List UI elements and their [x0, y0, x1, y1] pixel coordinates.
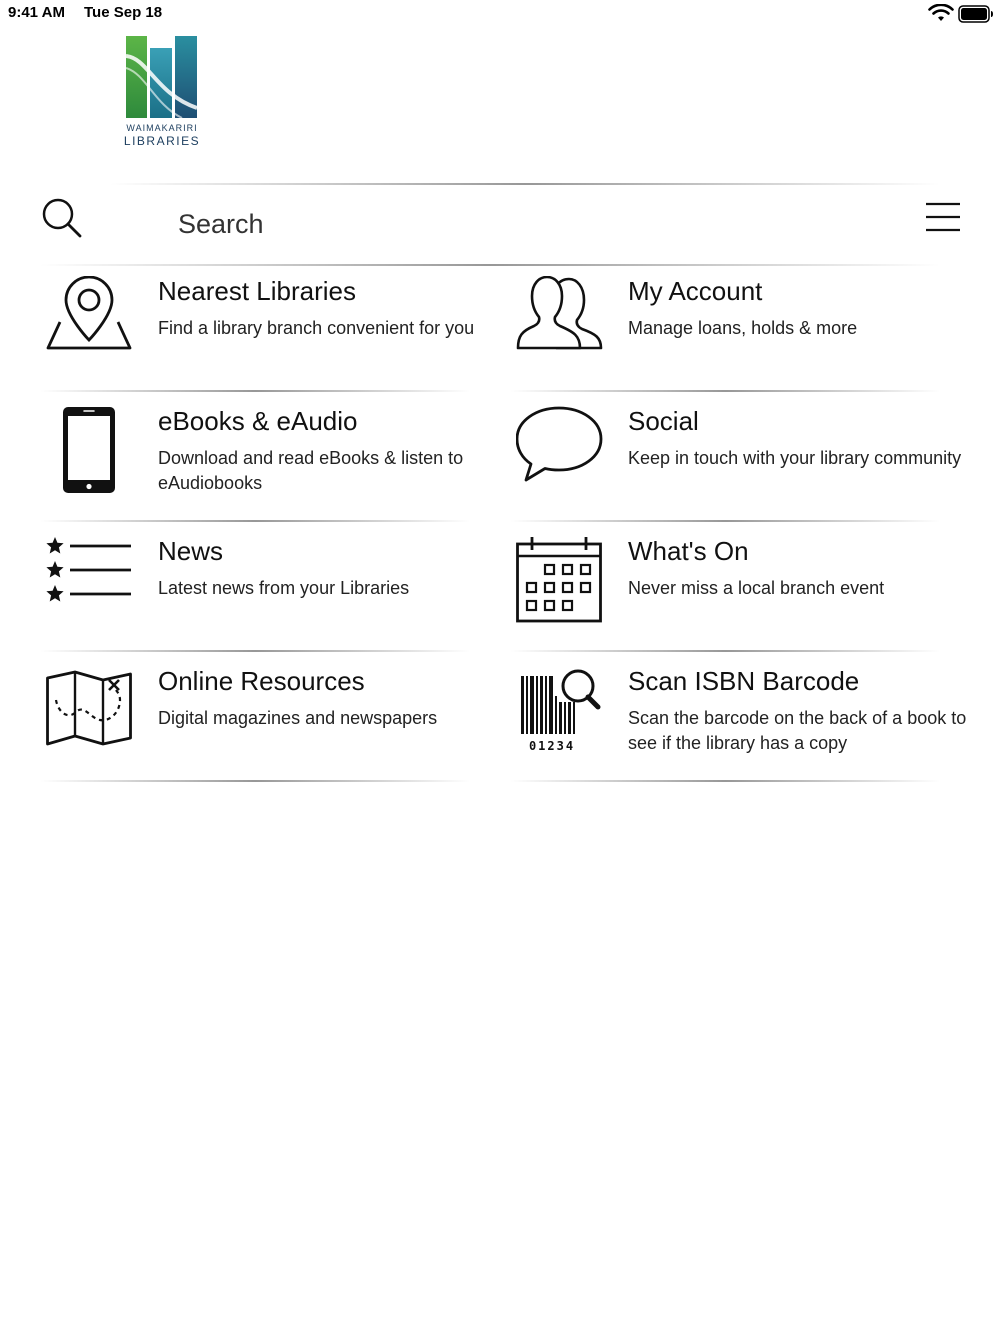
search-input[interactable]	[170, 200, 886, 248]
tile-title: Social	[628, 406, 699, 436]
divider	[40, 780, 470, 782]
tile-scan-isbn-barcode[interactable]	[516, 666, 986, 786]
tile-title: eBooks & eAudio	[158, 406, 358, 436]
tile-social[interactable]	[516, 406, 986, 526]
treasure-map-icon	[46, 666, 136, 756]
tile-description: Find a library branch convenient for you	[158, 318, 475, 338]
status-date: Tue Sep 18	[84, 4, 163, 21]
divider	[110, 183, 940, 185]
divider	[510, 520, 940, 522]
tile-description: Digital magazines and newspapers	[158, 708, 438, 728]
tile-title: Scan ISBN Barcode	[628, 666, 860, 696]
speech-bubble-icon	[516, 406, 606, 496]
tile-ebooks-eaudio[interactable]	[46, 406, 516, 526]
tile-nearest-libraries[interactable]	[46, 276, 516, 396]
tile-my-account[interactable]	[516, 276, 986, 396]
tile-title: Nearest Libraries	[158, 276, 356, 306]
divider	[40, 650, 470, 652]
divider	[510, 390, 940, 392]
divider	[510, 650, 940, 652]
divider	[40, 520, 470, 522]
tablet-icon	[46, 406, 136, 496]
logo-text-line1: WAIMAKARIRI	[126, 123, 198, 133]
tile-news[interactable]	[46, 536, 516, 656]
calendar-icon	[516, 536, 606, 626]
barcode-scan-icon	[516, 666, 606, 756]
tile-online-resources[interactable]	[46, 666, 516, 786]
battery-icon	[958, 5, 994, 23]
tile-description: Keep in touch with your library community	[628, 448, 962, 468]
tile-description: Download and read eBooks & listen to eAudiobooks	[158, 448, 464, 493]
status-time: 9:41 AM	[8, 4, 65, 21]
tile-title: Online Resources	[158, 666, 365, 696]
tile-description: Scan the barcode on the back of a book to see if the library has a copy	[628, 708, 967, 753]
star-list-icon	[46, 536, 136, 626]
tile-title: My Account	[628, 276, 763, 306]
tile-title: News	[158, 536, 224, 566]
menu-icon[interactable]	[924, 200, 962, 234]
map-pin-icon	[46, 276, 136, 366]
wifi-icon	[928, 4, 954, 23]
barcode-digits: 01234	[528, 739, 576, 753]
divider	[40, 264, 940, 266]
tile-whats-on[interactable]	[516, 536, 986, 656]
tile-description: Latest news from your Libraries	[158, 578, 410, 598]
tile-description: Never miss a local branch event	[628, 578, 885, 598]
logo-text-line2: LIBRARIES	[123, 134, 201, 148]
tile-title: What's On	[628, 536, 749, 566]
divider	[510, 780, 940, 782]
users-icon	[516, 276, 606, 366]
tile-description: Manage loans, holds & more	[628, 318, 858, 338]
search-icon[interactable]	[40, 196, 84, 240]
divider	[40, 390, 470, 392]
status-bar	[0, 0, 1000, 28]
